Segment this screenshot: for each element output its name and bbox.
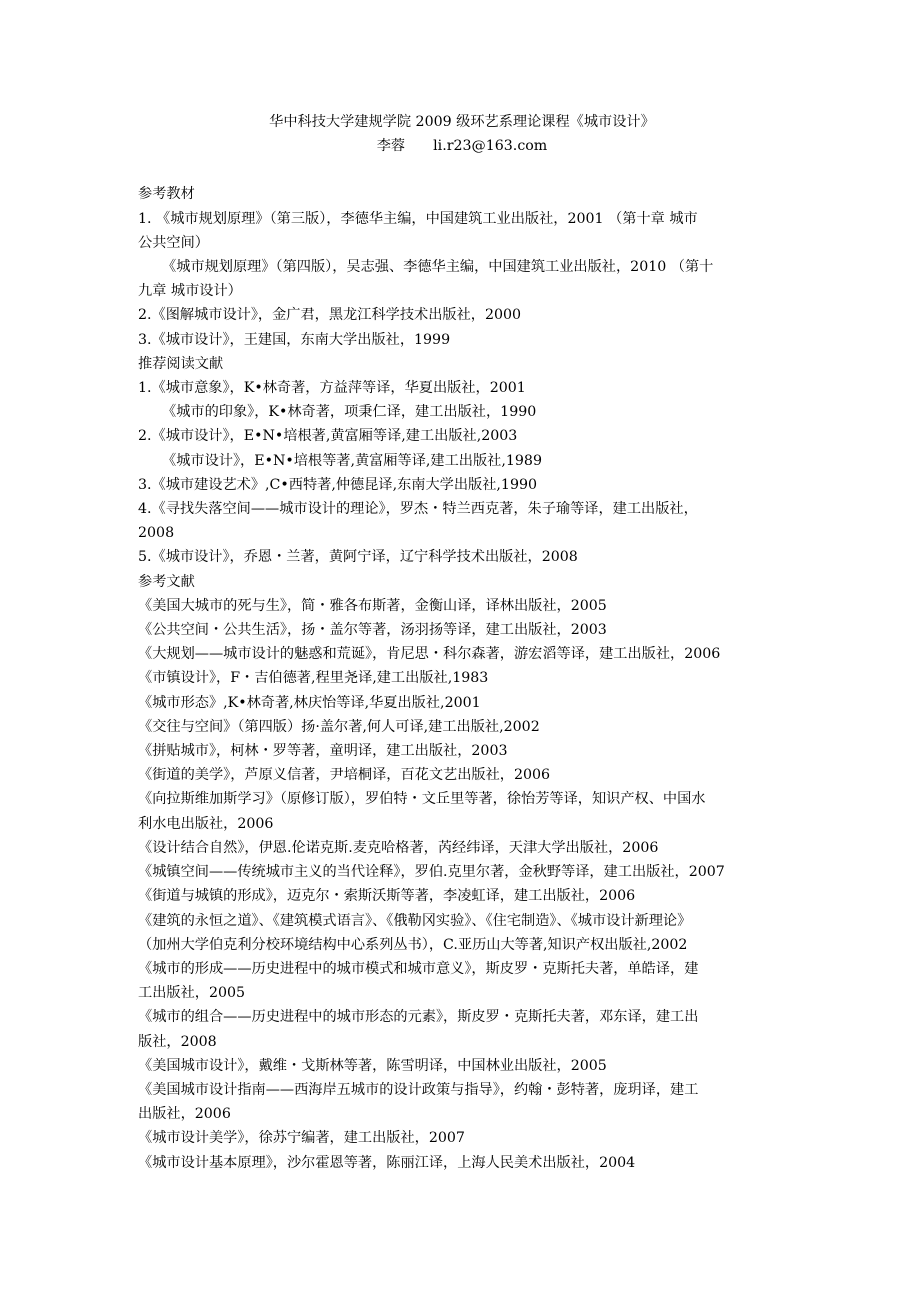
textbook-line: 1. 《城市规划原理》（第三版），李德华主编，中国建筑工业出版社，2001 （第十章 城市 (138, 210, 698, 227)
reference-line: 《向拉斯维加斯学习》（原修订版），罗伯特・文丘里等著，徐怡芳等译，知识产权、中国水 (138, 791, 706, 808)
document-title: 华中科技大学建规学院 2009 级环艺系理论课程《城市设计》 (269, 114, 655, 130)
reference-line: 出版社，2006 (138, 1106, 231, 1123)
recommended-line: 1.《城市意象》，K•林奇著，方益萍等译，华夏出版社，2001 (138, 380, 526, 397)
recommended-line: 3.《城市建设艺术》,C•西特著,仲德昆译,东南大学出版社,1990 (138, 476, 538, 493)
author-name: 李蓉 (376, 138, 406, 155)
references-heading: 参考文献 (138, 573, 195, 590)
recommended-line: 《城市设计》，E•N•培根等著,黄富厢等译,建工出版社,1989 (162, 452, 542, 469)
reference-line: 《城市设计基本原理》，沙尔霍恩等著，陈丽江译，上海人民美术出版社，2004 (138, 1154, 636, 1171)
reference-line: （加州大学伯克利分校环境结构中心系列丛书），C.亚历山大等著,知识产权出版社,2002 (138, 936, 688, 953)
reference-line: 《交往与空间》（第四版）扬·盖尔著,何人可译,建工出版社,2002 (138, 718, 540, 735)
reference-line: 《城市设计美学》，徐苏宁编著，建工出版社，2007 (138, 1130, 465, 1147)
author-line (138, 134, 786, 158)
textbook-line: 2.《图解城市设计》，金广君，黑龙江科学技术出版社，2000 (138, 307, 522, 324)
reference-line: 《市镇设计》，F・吉伯德著,程里尧译,建工出版社,1983 (138, 670, 489, 687)
recommended-line: 2.《城市设计》，E•N•培根著,黄富厢等译,建工出版社,2003 (138, 428, 518, 445)
reference-line: 利水电出版社，2006 (138, 815, 274, 832)
reference-line: 工出版社，2005 (138, 985, 246, 1002)
textbook-line: 公共空间） (138, 234, 209, 251)
recommended-line: 5.《城市设计》，乔恩・兰著，黄阿宁译，辽宁科学技术出版社，2008 (138, 549, 578, 566)
reference-line: 《街道与城镇的形成》，迈克尔・索斯沃斯等著，李凌虹译，建工出版社，2006 (138, 888, 636, 905)
reference-line: 《公共空间・公共生活》，扬・盖尔等著，汤羽扬等译，建工出版社，2003 (138, 622, 607, 639)
reference-line: 《城镇空间——传统城市主义的当代诠释》，罗伯.克里尔著，金秋野等译，建工出版社，2007 (138, 864, 725, 881)
reference-line: 《街道的美学》，芦原义信著，尹培桐译，百花文艺出版社，2006 (138, 767, 551, 784)
reference-line: 《拼贴城市》，柯林・罗等著，童明译，建工出版社，2003 (138, 743, 508, 760)
reference-line: 版社，2008 (138, 1033, 217, 1050)
textbooks-heading: 参考教材 (138, 186, 195, 203)
recommended-heading: 推荐阅读文献 (138, 355, 224, 372)
reference-line: 《美国城市设计》，戴维・戈斯林等著，陈雪明译，中国林业出版社，2005 (138, 1057, 607, 1074)
reference-line: 《美国大城市的死与生》，简・雅各布斯著，金衡山译，译林出版社，2005 (138, 597, 607, 614)
reference-line: 《建筑的永恒之道》、《建筑模式语言》、《俄勒冈实验》、《住宅制造》、《城市设计新理论》 (138, 912, 692, 929)
reference-line: 《大规划——城市设计的魅惑和荒诞》，肯尼思・科尔森著，游宏滔等译，建工出版社，2006 (138, 646, 721, 663)
document-page (138, 110, 786, 1175)
textbook-line: 《城市规划原理》（第四版），吴志强、李德华主编，中国建筑工业出版社，2010 （第十 (162, 259, 714, 276)
reference-line: 《美国城市设计指南——西海岸五城市的设计政策与指导》，约翰・彭特著，庞玥译，建工 (138, 1081, 699, 1098)
reference-line: 《城市的组合——历史进程中的城市形态的元素》，斯皮罗・克斯托夫著，邓东译，建工出 (138, 1009, 699, 1026)
textbook-line: 3.《城市设计》，王建国，东南大学出版社，1999 (138, 331, 451, 348)
recommended-line: 《城市的印象》，K•林奇著，项秉仁译，建工出版社，1990 (162, 404, 537, 421)
reference-line: 《设计结合自然》，伊恩.伦诺克斯.麦克哈格著，芮经纬译，天津大学出版社，2006 (138, 839, 659, 856)
textbook-line: 九章 城市设计） (138, 283, 242, 300)
recommended-line: 4.《寻找失落空间——城市设计的理论》，罗杰・特兰西克著，朱子瑜等译，建工出版社， (138, 501, 698, 518)
recommended-line: 2008 (138, 525, 175, 542)
spacer (138, 158, 786, 182)
reference-line: 《城市的形成——历史进程中的城市模式和城市意义》，斯皮罗・克斯托夫著，单皓译，建 (138, 960, 699, 977)
author-email: li.r23@163.com (433, 138, 548, 155)
reference-line: 《城市形态》,K•林奇著,林庆怡等译,华夏出版社,2001 (138, 694, 481, 711)
